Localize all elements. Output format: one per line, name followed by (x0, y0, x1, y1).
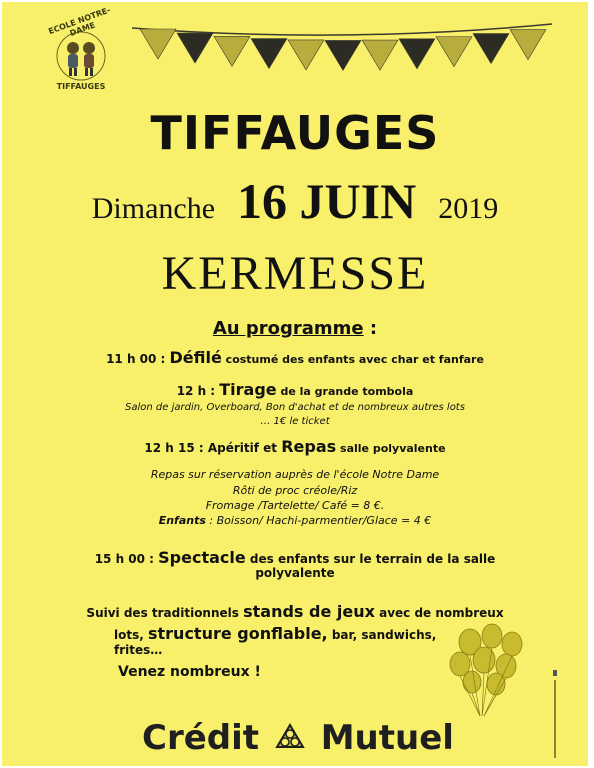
item-text: bar, sandwichs, frites… (114, 628, 437, 657)
bunting-flag (325, 40, 361, 70)
item-time: 15 h 00 : (94, 552, 159, 566)
bunting-flag (251, 39, 287, 69)
print-credit-mark (550, 670, 560, 760)
programme-item-defile (2, 348, 588, 367)
repas-reservation: Repas sur réservation auprès de l'école Notre Dame (150, 468, 440, 481)
poster (2, 2, 588, 766)
year-label: 2019 (438, 192, 499, 225)
bunting-flag (177, 33, 213, 63)
logo-bottom-text: TIFFAUGES (56, 82, 106, 91)
programme-heading (2, 318, 588, 339)
bunting-flag (473, 34, 509, 64)
programme-item-stands (2, 602, 588, 621)
repas-main-dish: Rôti de proc créole/Riz (232, 484, 358, 497)
day-label: Dimanche (91, 192, 216, 225)
children-menu: : Boisson/ Hachi-parmentier/Glace = 4 € (205, 514, 432, 527)
item-text: Suivi des traditionnels (86, 606, 244, 620)
bunting-flag (399, 39, 435, 69)
bunting-flag (510, 30, 546, 60)
item-text: de la grande tombola (276, 385, 414, 398)
bunting-flag (288, 40, 324, 70)
bunting-decoration (132, 20, 552, 80)
date-label: 16 JUIN (237, 173, 417, 229)
sponsor-left-text: Crédit (142, 718, 260, 758)
item-highlight: Repas (281, 437, 337, 456)
item-highlight: Spectacle (158, 548, 246, 567)
balloons-illustration (440, 620, 540, 720)
town-title: TIFFAUGES (150, 106, 440, 160)
sponsor-emblem-icon (275, 723, 305, 753)
item-highlight: structure gonflable, (147, 624, 328, 643)
programme-item-tirage (2, 380, 588, 399)
programme-item-extras (114, 624, 474, 657)
closing-line: Venez nombreux ! (118, 664, 261, 680)
children-label: Enfants (158, 514, 206, 527)
item-highlight: Tirage (219, 380, 277, 399)
item-text: lots, (114, 628, 148, 642)
school-logo (40, 5, 122, 94)
bunting-flag (214, 36, 250, 66)
date-line (2, 172, 588, 230)
bunting-flag (362, 40, 398, 70)
bunting-flag (436, 37, 472, 67)
bunting-flag (140, 29, 176, 59)
item-highlight: stands de jeux (243, 602, 375, 621)
programme-item-repas (2, 437, 588, 456)
item-text: salle polyvalente (336, 442, 446, 455)
sponsor-logo (142, 718, 462, 762)
spectacle-location: polyvalente (255, 566, 335, 580)
item-text: avec de nombreux (374, 606, 504, 620)
tirage-prizes: Salon de jardin, Overboard, Bon d'achat et de nombreux autres lots (125, 402, 465, 413)
item-time: 12 h 15 : (144, 441, 208, 455)
programme-item-spectacle (2, 548, 588, 567)
event-title: KERMESSE (161, 247, 429, 300)
repas-adult-price: Fromage /Tartelette/ Café = 8 €. (205, 499, 385, 512)
repas-child-price (2, 514, 588, 527)
logo-top-text: ECOLE NOTRE-DAME (47, 5, 112, 38)
programme-heading-colon: : (363, 318, 378, 339)
tirage-ticket-price: … 1€ le ticket (260, 416, 330, 427)
item-text: des enfants sur le terrain de la salle (245, 552, 496, 566)
item-text: costumé des enfants avec char et fanfare (221, 353, 484, 366)
sponsor-right-text: Mutuel (320, 718, 454, 758)
programme-heading-text: Au programme (212, 318, 364, 339)
item-time: 12 h : (176, 384, 220, 398)
item-time: 11 h 00 : (106, 352, 170, 366)
item-highlight: Défilé (169, 348, 222, 367)
item-text: Apéritif et (207, 441, 282, 455)
